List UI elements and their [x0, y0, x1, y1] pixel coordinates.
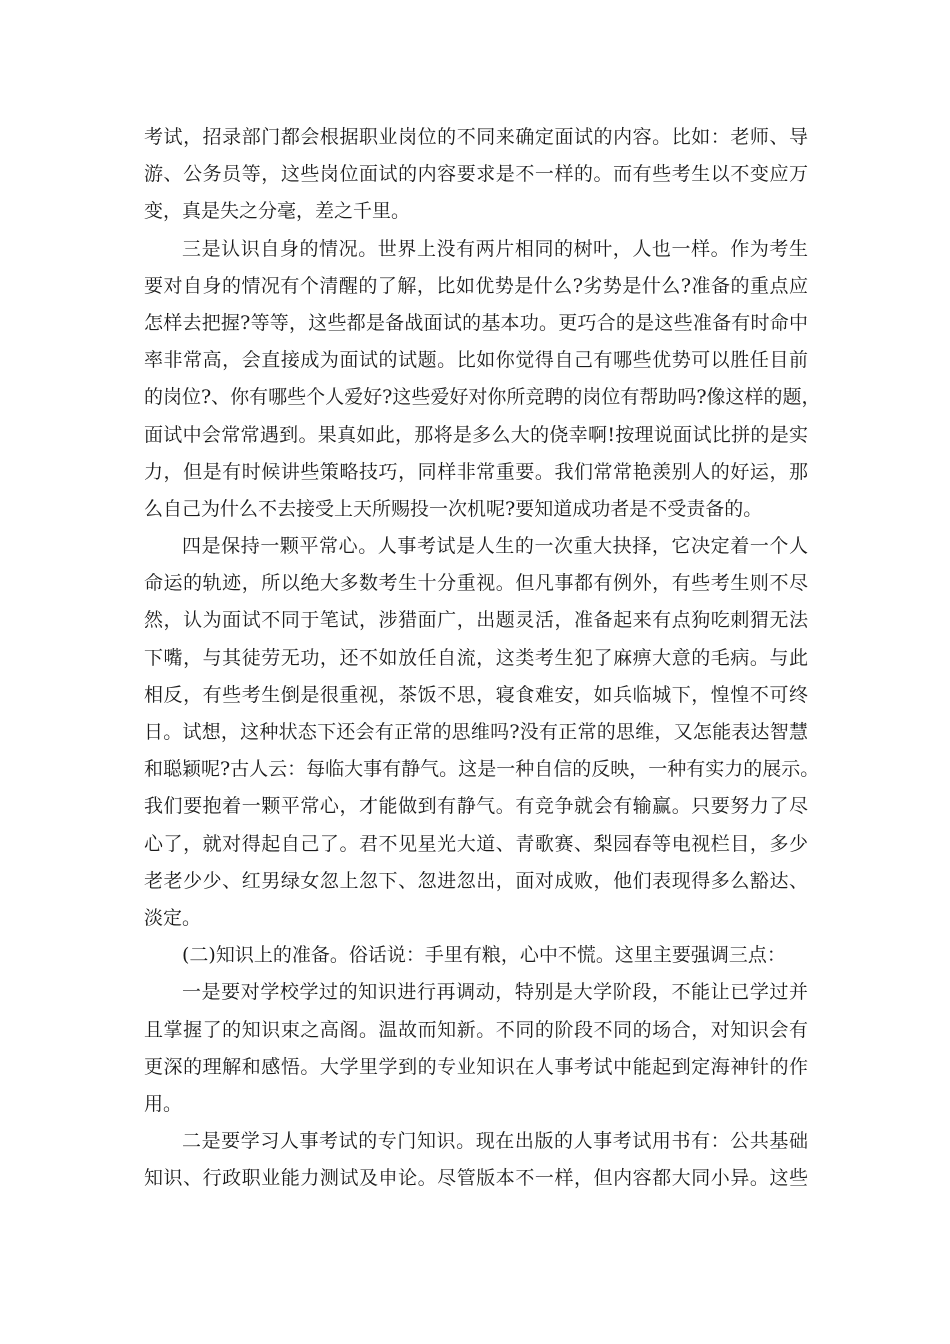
text-line: 用。 — [144, 1092, 183, 1115]
paragraph-start-line: 三是认识自身的情况。世界上没有两片相同的树叶，人也一样。作为考生 — [182, 237, 808, 260]
text-line: 变，真是失之分毫，差之千里。 — [144, 200, 411, 223]
body-text — [144, 119, 821, 1197]
text-line: 淡定。 — [144, 906, 202, 929]
text-line: 要对自身的情况有个清醒的了解，比如优势是什么?劣势是什么?准备的重点应 — [144, 274, 808, 297]
text-line: 率非常高，会直接成为面试的试题。比如你觉得自己有哪些优势可以胜任目前 — [144, 349, 808, 372]
paragraph-start-line: 四是保持一颗平常心。人事考试是人生的一次重大抉择，它决定着一个人 — [182, 535, 808, 558]
text-line: 心了，就对得起自己了。君不见星光大道、青歌赛、梨园春等电视栏目，多少 — [144, 832, 808, 855]
text-line: 怎样去把握?等等，这些都是备战面试的基本功。更巧合的是这些准备有时命中 — [144, 311, 808, 334]
paragraph-start-line: 一是要对学校学过的知识进行再调动，特别是大学阶段，不能让已学过并 — [182, 981, 808, 1004]
text-line: 相反，有些考生倒是很重视，茶饭不思，寝食难安，如兵临城下，惶惶不可终 — [144, 683, 808, 706]
text-line: 么自己为什么不去接受上天所赐投一次机呢?要知道成功者是不受责备的。 — [144, 497, 763, 520]
text-line: 日。试想，这种状态下还会有正常的思维吗?没有正常的思维，又怎能表达智慧 — [144, 721, 808, 743]
text-line: 面试中会常常遇到。果真如此，那将是多么大的侥幸啊!按理说面试比拼的是实 — [144, 423, 808, 446]
text-line: 下嘴，与其徒劳无功，还不如放任自流，这类考生犯了麻痹大意的毛病。与此 — [144, 646, 808, 669]
text-line: 我们要抱着一颗平常心，才能做到有静气。有竞争就会有输赢。只要努力了尽 — [144, 795, 808, 818]
text-line: 知识、行政职业能力测试及申论。尽管版本不一样，但内容都大同小异。这些 — [144, 1167, 808, 1190]
text-line: 的岗位?、你有哪些个人爱好?这些爱好对你所竞聘的岗位有帮助吗?像这样的题， — [144, 386, 821, 409]
text-line: 力，但是有时候讲些策略技巧，同样非常重要。我们常常艳羡别人的好运，那 — [144, 460, 808, 483]
text-line: 和聪颖呢?古人云：每临大事有静气。这是一种自信的反映，一种有实力的展示。 — [144, 758, 820, 781]
text-line: 老老少少、红男绿女忽上忽下、忽进忽出，面对成败，他们表现得多么豁达、 — [144, 869, 808, 892]
paragraph-start-line: 二是要学习人事考试的专门知识。现在出版的人事考试用书有：公共基础 — [182, 1130, 808, 1153]
text-line: 且掌握了的知识束之高阁。温故而知新。不同的阶段不同的场合，对知识会有 — [144, 1018, 808, 1041]
text-line: 考试，招录部门都会根据职业岗位的不同来确定面试的内容。比如：老师、导 — [144, 126, 808, 148]
section-heading-line: (二)知识上的准备。俗话说：手里有粮，心中不慌。这里主要强调三点： — [182, 944, 786, 967]
text-line: 命运的轨迹，所以绝大多数考生十分重视。但凡事都有例外，有些考生则不尽 — [144, 572, 808, 595]
text-line: 游、公务员等，这些岗位面试的内容要求是不一样的。而有些考生以不变应万 — [144, 163, 808, 186]
text-line: 更深的理解和感悟。大学里学到的专业知识在人事考试中能起到定海神针的作 — [144, 1055, 808, 1078]
text-line: 然，认为面试不同于笔试，涉猎面广，出题灵活，准备起来有点狗吃刺猬无法 — [144, 609, 808, 632]
